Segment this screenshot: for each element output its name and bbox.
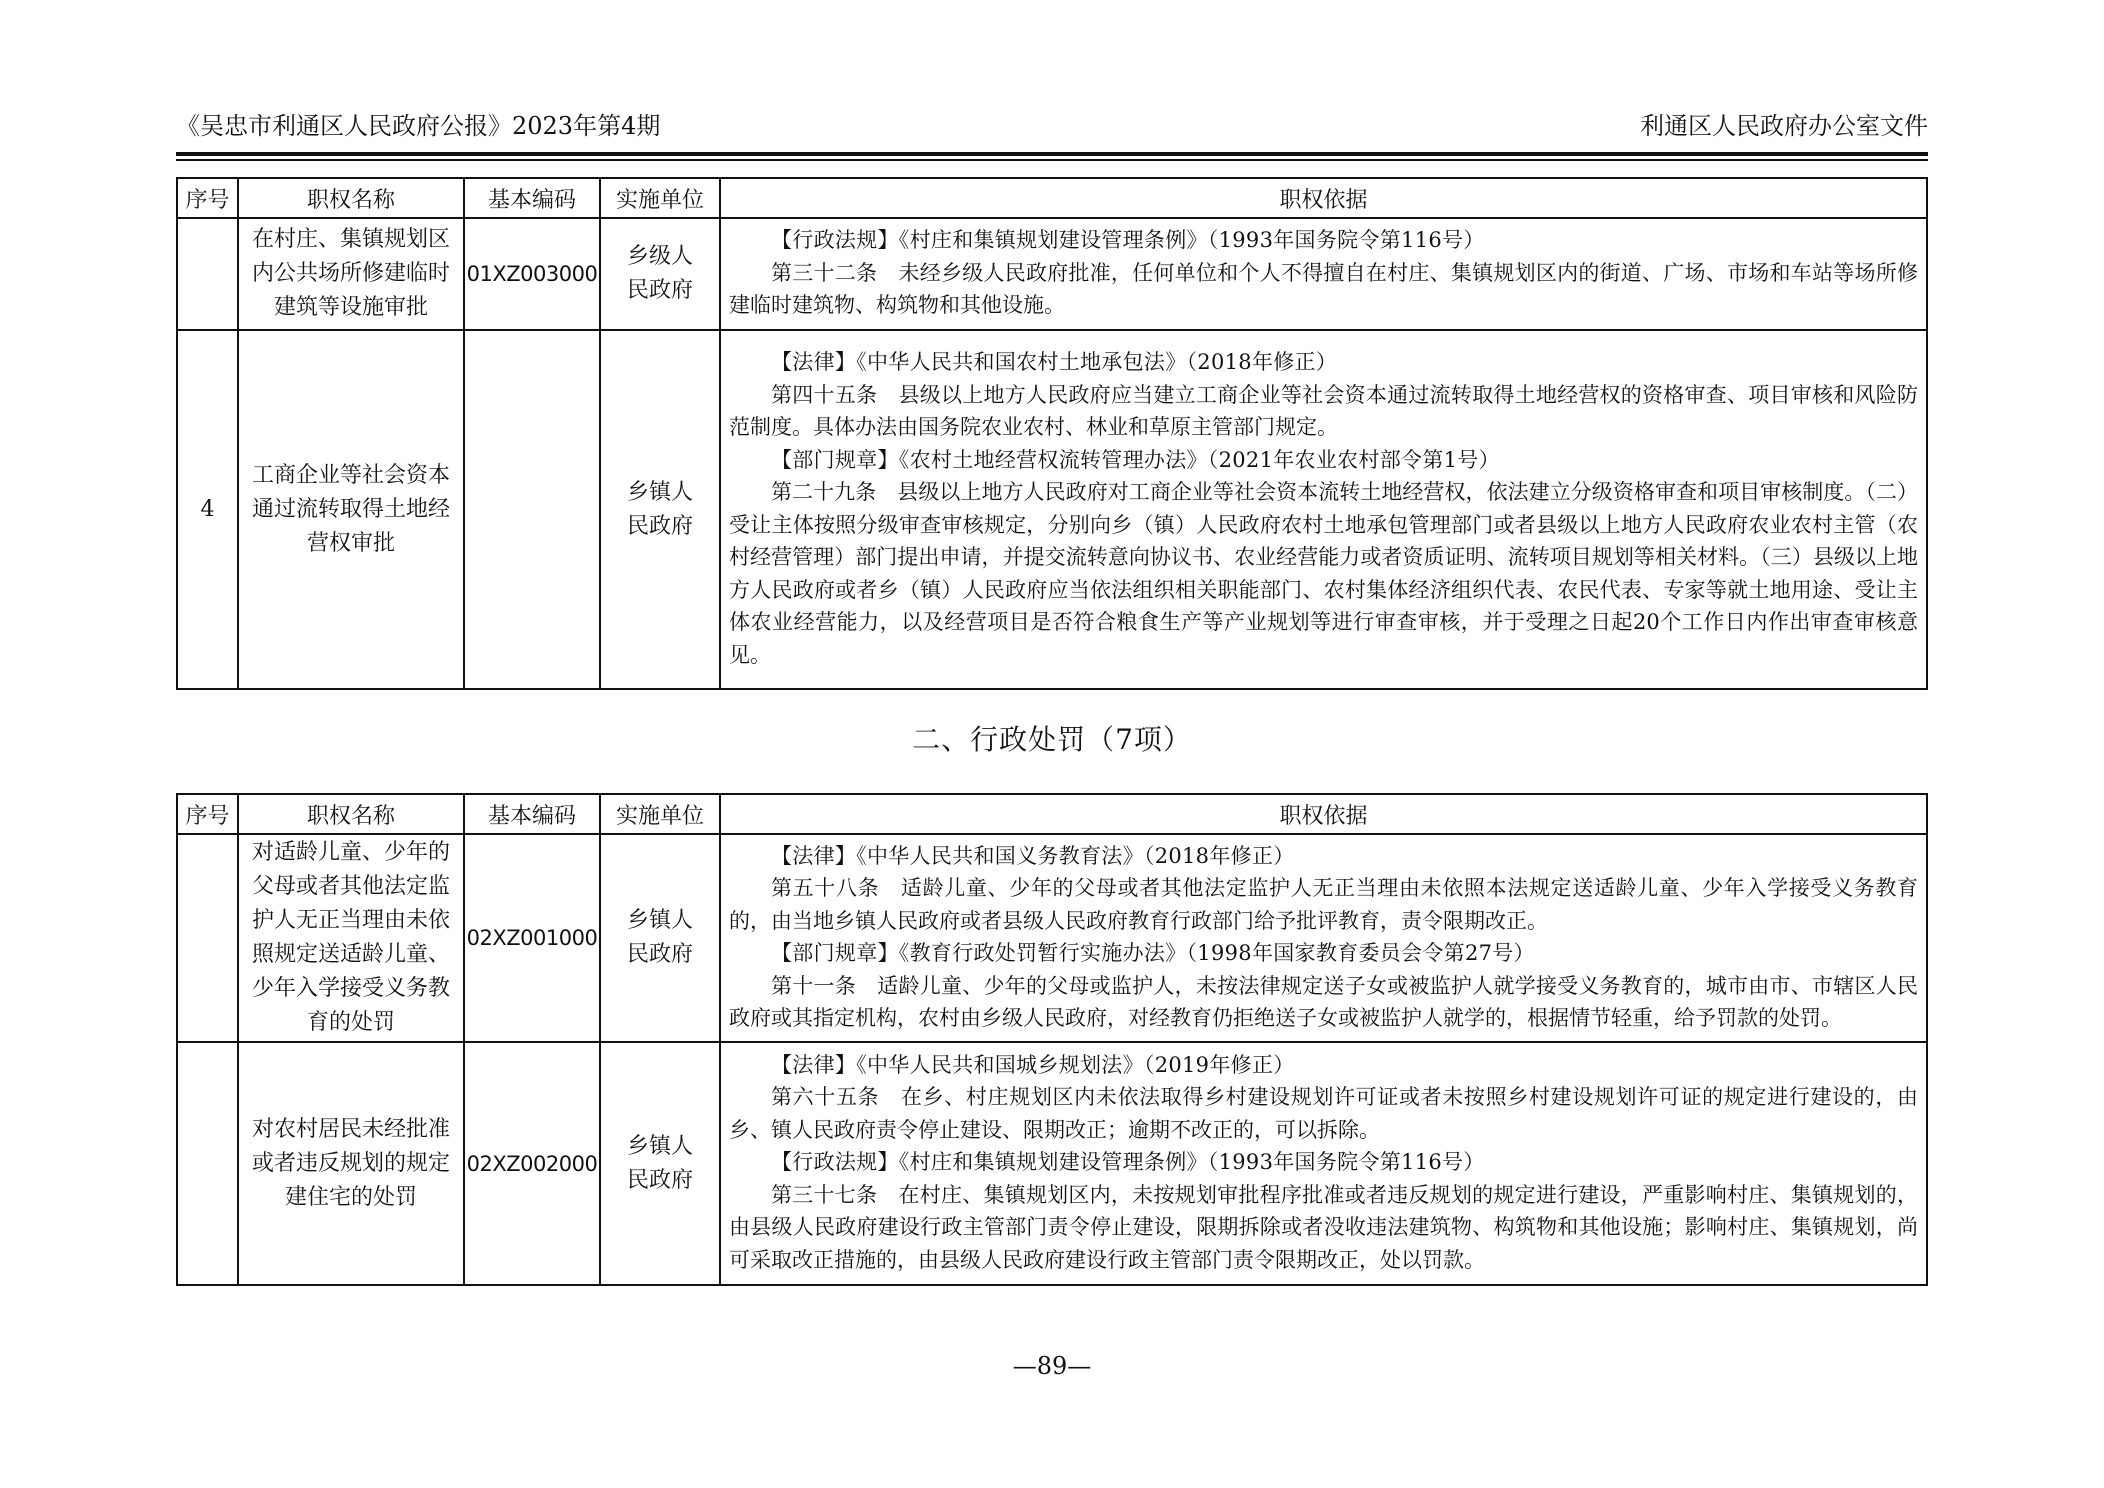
col-header-name: 职权名称 (238, 794, 464, 834)
row-name: 对农村居民未经批准或者违反规划的规定建住宅的处罚 (238, 1042, 464, 1285)
basis-article: 第三十七条 在村庄、集镇规划区内，未按规划审批程序批准或者违反规划的规定进行建设，严重影响村庄、集镇规划的，由县级人民政府建设行政主管部门责令停止建设，限期拆除或者没收违法建筑物、构筑物和其他设施；影响村庄、集镇规划，尚可采取改正措施的，由县级人民政府建设行政主管部门责令限期改正，处以罚款。 (729, 1182, 1918, 1272)
basis-source: 【行政法规】《村庄和集镇规划建设管理条例》（1993年国务院令第116号） (771, 228, 1485, 253)
col-header-code: 基本编码 (464, 794, 600, 834)
basis-source: 【部门规章】《农村土地经营权流转管理办法》（2021年农业农村部令第1号） (771, 447, 1500, 472)
basis-source: 【法律】《中华人民共和国农村土地承包法》（2018年修正） (771, 350, 1338, 374)
section-title: 二、行政处罚（7项） (912, 723, 1192, 756)
row-code: 02XZ002000 (464, 1042, 600, 1285)
row-code (464, 330, 600, 689)
table-row (177, 330, 1927, 689)
table-row (177, 218, 1927, 330)
row-no (177, 834, 238, 1042)
table-row (177, 1042, 1927, 1285)
header-left: 《吴忠市利通区人民政府公报》2023年第4期 (176, 112, 661, 140)
basis-article: 第三十二条 未经乡级人民政府批准，任何单位和个人不得擅自在村庄、集镇规划区内的街道、广场、市场和车站等场所修建临时建筑物、构筑物和其他设施。 (729, 260, 1918, 318)
col-header-unit: 实施单位 (600, 794, 720, 834)
basis-article: 第六十五条 在乡、村庄规划区内未依法取得乡村建设规划许可证或者未按照乡村建设规划许可证的规定进行建设的，由乡、镇人民政府责令停止建设、限期改正；逾期不改正的，可以拆除。 (729, 1085, 1918, 1142)
col-header-code: 基本编码 (464, 178, 600, 218)
header-rule-thin (176, 159, 1928, 161)
row-no (177, 218, 238, 330)
col-header-basis: 职权依据 (720, 178, 1927, 218)
row-unit: 乡镇人民政府 (600, 834, 720, 1042)
table-header-row (177, 178, 1927, 218)
col-header-no: 序号 (177, 794, 238, 834)
row-basis (720, 330, 1927, 689)
col-header-unit: 实施单位 (600, 178, 720, 218)
row-code: 02XZ001000 (464, 834, 600, 1042)
row-basis (720, 834, 1927, 1042)
basis-source: 【行政法规】《村庄和集镇规划建设管理条例》（1993年国务院令第116号） (771, 1150, 1485, 1175)
row-code: 01XZ003000 (464, 218, 600, 330)
row-basis (720, 1042, 1927, 1285)
basis-article: 第十一条 适龄儿童、少年的父母或监护人，未按法律规定送子女或被监护人就学接受义务教育的，城市由市、市辖区人民政府或其指定机构，农村由乡级人民政府，对经教育仍拒绝送子女或被监护人就学的，根据情节轻重，给予罚款的处罚。 (729, 973, 1918, 1030)
basis-article: 第二十九条 县级以上地方人民政府对工商企业等社会资本流转土地经营权，依法建立分级资格审查和项目审核制度。（二）受让主体按照分级审查审核规定，分别向乡（镇）人民政府农村土地承包管理部门或者县级以上地方人民政府农业农村主管（农村经营管理）部门提出申请，并提交流转意向协议书、农业经营能力或者资质证明、流转项目规划等相关材料。（三）县级以上地方人民政府或者乡（镇）人民政府应当依法组织相关职能部门、农村集体经济组织代表、农民代表、专家等就土地用途、受让主体农业经营能力，以及经营项目是否符合粮食生产等产业规划等进行审查审核，并于受理之日起20个工作日内作出审查审核意见。 (729, 480, 1918, 667)
row-basis (720, 218, 1927, 330)
basis-source: 【部门规章】《教育行政处罚暂行实施办法》（1998年国家教育委员会令第27号） (771, 941, 1535, 965)
permissions-table-1 (176, 177, 1928, 690)
header-rule-thick (176, 152, 1928, 156)
row-unit: 乡镇人民政府 (600, 1042, 720, 1285)
col-header-no: 序号 (177, 178, 238, 218)
basis-source: 【法律】《中华人民共和国城乡规划法》（2019年修正） (771, 1052, 1295, 1077)
row-no (177, 1042, 238, 1285)
basis-source: 【法律】《中华人民共和国义务教育法》（2018年修正） (771, 843, 1295, 868)
row-no: 4 (177, 330, 238, 689)
row-name: 在村庄、集镇规划区内公共场所修建临时建筑等设施审批 (238, 218, 464, 330)
basis-article: 第四十五条 县级以上地方人民政府应当建立工商企业等社会资本通过流转取得土地经营权的资格审查、项目审核和风险防范制度。具体办法由国务院农业农村、林业和草原主管部门规定。 (729, 382, 1918, 439)
table-header-row (177, 794, 1927, 834)
row-unit: 乡级人民政府 (600, 218, 720, 330)
col-header-name: 职权名称 (238, 178, 464, 218)
page-number: —89— (1012, 1352, 1092, 1380)
row-name: 对适龄儿童、少年的父母或者其他法定监护人无正当理由未依照规定送适龄儿童、少年入学接受义务教育的处罚 (238, 834, 464, 1042)
basis-article: 第五十八条 适龄儿童、少年的父母或者其他法定监护人无正当理由未依照本法规定送适龄儿童、少年入学接受义务教育的，由当地乡镇人民政府或者县级人民政府教育行政部门给予批评教育，责令限期改正。 (729, 876, 1918, 933)
row-name: 工商企业等社会资本通过流转取得土地经营权审批 (238, 330, 464, 689)
permissions-table-2 (176, 793, 1928, 1286)
row-unit: 乡镇人民政府 (600, 330, 720, 689)
col-header-basis: 职权依据 (720, 794, 1927, 834)
header-right: 利通区人民政府办公室文件 (1640, 112, 1928, 140)
table-row (177, 834, 1927, 1042)
